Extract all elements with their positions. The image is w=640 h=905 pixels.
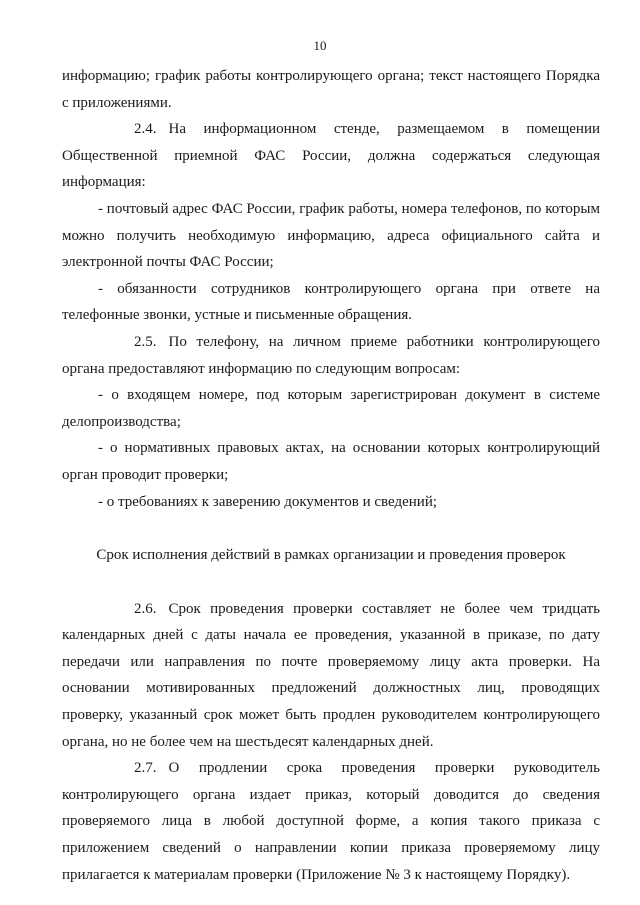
paragraph (62, 276, 600, 329)
paragraph-number: 2.4. (134, 121, 157, 138)
paragraph (62, 63, 600, 116)
paragraph-number: 2.6. (134, 600, 157, 617)
paragraph (62, 196, 600, 276)
page-number: 10 (313, 38, 327, 53)
paragraph (62, 596, 600, 756)
section-heading: Срок исполнения действий в рамках организации и проведения проверок (96, 547, 566, 564)
paragraph-text: - о нормативных правовых актах, на основании которых контролирующий орган проводит проверки; (62, 440, 600, 483)
paragraph-text: По телефону, на личном приеме работники контролирующего органа предоставляют информацию по следующим вопросам: (62, 333, 600, 377)
paragraph-text: На информационном стенде, размещаемом в помещении Общественной приемной ФАС России, должна содержаться следующая информация: (62, 121, 600, 191)
paragraph-text: - обязанности сотрудников контролирующего органа при ответе на телефонные звонки, устные и письменные обращения. (62, 280, 600, 324)
paragraph-number: 2.5. (134, 333, 157, 350)
paragraph (62, 382, 600, 435)
paragraph (62, 116, 600, 196)
paragraph-text: О продлении срока проведения проверки руководитель контролирующего органа издает приказ, который доводится до сведения проверяемого лица в любой доступной форме, а копия такого приказа с приложением сведений о направлении копии приказа проверяемому лицу прилагается к материалам проверки (Приложение № 3 к настоящему Порядку). (62, 760, 600, 883)
document-body (62, 63, 600, 888)
paragraph (62, 489, 600, 516)
paragraph (62, 435, 600, 488)
paragraph (62, 329, 600, 382)
paragraph-text: информацию; график работы контролирующего органа; текст настоящего Порядка с приложениями. (62, 68, 600, 111)
paragraph-group-b (62, 596, 600, 889)
paragraph-group-a (62, 63, 600, 515)
paragraph-text: - о требованиях к заверению документов и сведений; (98, 493, 438, 510)
paragraph-text: Срок проведения проверки составляет не более чем тридцать календарных дней с даты начала ее проведения, указанной в приказе, по дату передачи или направления по почте проверяемому лицу акта проверки. На основании мотивированных предложений должностных лиц, проводящих проверку, указанный срок может быть продлен руководителем контролирующего органа, но не более чем на шестьдесят календарных дней. (62, 600, 600, 750)
paragraph-number: 2.7. (134, 760, 157, 777)
paragraph-text: - о входящем номере, под которым зарегистрирован документ в системе делопроизводства; (62, 387, 600, 430)
paragraph (62, 755, 600, 888)
paragraph-text: - почтовый адрес ФАС России, график работы, номера телефонов, по которым можно получить необходимую информацию, адреса официального сайта и электронной почты ФАС России; (62, 200, 600, 271)
